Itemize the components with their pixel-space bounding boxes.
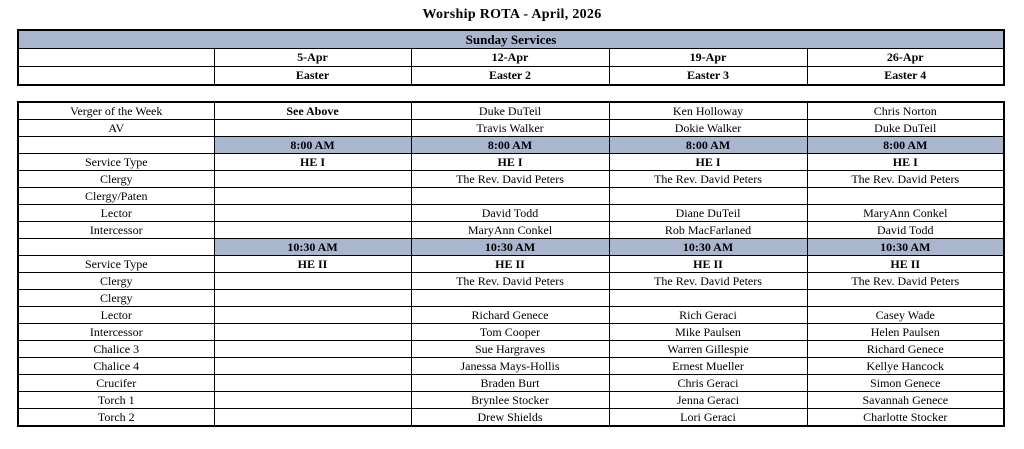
roster-row xyxy=(18,102,1004,120)
roster-cell: The Rev. David Peters xyxy=(411,171,609,188)
row-label xyxy=(18,239,214,256)
roster-cell: Lori Geraci xyxy=(609,409,807,427)
roster-cell xyxy=(214,290,411,307)
roster-cell: David Todd xyxy=(807,222,1004,239)
roster-cell: Simon Genece xyxy=(807,375,1004,392)
roster-cell: Duke DuTeil xyxy=(807,120,1004,137)
roster-cell: Warren Gillespie xyxy=(609,341,807,358)
empty-cell xyxy=(18,49,214,67)
roster-cell: MaryAnn Conkel xyxy=(807,205,1004,222)
row-label: Chalice 3 xyxy=(18,341,214,358)
roster-cell: Helen Paulsen xyxy=(807,324,1004,341)
service-time-cell: 10:30 AM xyxy=(214,239,411,256)
row-label: Torch 2 xyxy=(18,409,214,427)
roster-cell: The Rev. David Peters xyxy=(807,171,1004,188)
row-label: Service Type xyxy=(18,154,214,171)
roster-cell xyxy=(214,375,411,392)
service-time-cell: 10:30 AM xyxy=(807,239,1004,256)
roster-cell: HE I xyxy=(807,154,1004,171)
date-cell: 12-Apr xyxy=(411,49,609,67)
roster-cell: Jenna Geraci xyxy=(609,392,807,409)
roster-cell: Kellye Hancock xyxy=(807,358,1004,375)
row-label: Clergy/Paten xyxy=(18,188,214,205)
date-cell: 19-Apr xyxy=(609,49,807,67)
row-label: Chalice 4 xyxy=(18,358,214,375)
roster-row xyxy=(18,273,1004,290)
roster-cell: HE I xyxy=(214,154,411,171)
roster-cell: Casey Wade xyxy=(807,307,1004,324)
feast-row xyxy=(18,67,1004,86)
roster-row xyxy=(18,188,1004,205)
row-label: Clergy xyxy=(18,273,214,290)
service-time-cell: 10:30 AM xyxy=(609,239,807,256)
roster-cell: MaryAnn Conkel xyxy=(411,222,609,239)
header-table xyxy=(17,29,1005,86)
roster-cell: Tom Cooper xyxy=(411,324,609,341)
roster-cell xyxy=(807,290,1004,307)
roster-cell: Janessa Mays-Hollis xyxy=(411,358,609,375)
roster-cell xyxy=(214,358,411,375)
roster-cell xyxy=(609,290,807,307)
sunday-services-row xyxy=(18,30,1004,49)
section-heading: Sunday Services xyxy=(18,30,1004,49)
roster-cell xyxy=(214,273,411,290)
roster-cell: The Rev. David Peters xyxy=(807,273,1004,290)
roster-cell xyxy=(214,120,411,137)
roster-cell: Chris Geraci xyxy=(609,375,807,392)
roster-cell: Dokie Walker xyxy=(609,120,807,137)
roster-cell: Duke DuTeil xyxy=(411,102,609,120)
time-1030am-row xyxy=(18,239,1004,256)
roster-cell: Savannah Genece xyxy=(807,392,1004,409)
roster-cell: Chris Norton xyxy=(807,102,1004,120)
date-cell: 26-Apr xyxy=(807,49,1004,67)
row-label: Intercessor xyxy=(18,324,214,341)
roster-cell xyxy=(214,341,411,358)
roster-cell: Ernest Mueller xyxy=(609,358,807,375)
roster-cell: Rich Geraci xyxy=(609,307,807,324)
roster-cell: Diane DuTeil xyxy=(609,205,807,222)
roster-cell: Richard Genece xyxy=(411,307,609,324)
roster-table xyxy=(17,101,1005,427)
feast-cell: Easter 2 xyxy=(411,67,609,86)
roster-cell xyxy=(214,188,411,205)
roster-cell xyxy=(411,290,609,307)
service-time-cell: 8:00 AM xyxy=(807,137,1004,154)
row-label: Clergy xyxy=(18,290,214,307)
roster-cell: Ken Holloway xyxy=(609,102,807,120)
roster-row xyxy=(18,256,1004,273)
roster-cell: HE I xyxy=(609,154,807,171)
row-label: Torch 1 xyxy=(18,392,214,409)
roster-cell: Brynlee Stocker xyxy=(411,392,609,409)
roster-cell: HE II xyxy=(411,256,609,273)
row-label: Clergy xyxy=(18,171,214,188)
row-label: Crucifer xyxy=(18,375,214,392)
feast-cell: Easter xyxy=(214,67,411,86)
row-label: Verger of the Week xyxy=(18,102,214,120)
roster-cell xyxy=(411,188,609,205)
feast-cell: Easter 3 xyxy=(609,67,807,86)
roster-cell xyxy=(214,307,411,324)
roster-row xyxy=(18,154,1004,171)
roster-row xyxy=(18,205,1004,222)
roster-cell: Charlotte Stocker xyxy=(807,409,1004,427)
roster-cell: HE II xyxy=(214,256,411,273)
roster-cell: Richard Genece xyxy=(807,341,1004,358)
row-label: Lector xyxy=(18,205,214,222)
roster-cell: Travis Walker xyxy=(411,120,609,137)
roster-cell: Rob MacFarlaned xyxy=(609,222,807,239)
page-title: Worship ROTA - April, 2026 xyxy=(422,7,602,22)
date-cell: 5-Apr xyxy=(214,49,411,67)
roster-row xyxy=(18,341,1004,358)
roster-cell xyxy=(807,188,1004,205)
roster-cell: Braden Burt xyxy=(411,375,609,392)
roster-cell: The Rev. David Peters xyxy=(609,273,807,290)
roster-row xyxy=(18,171,1004,188)
date-row xyxy=(18,49,1004,67)
roster-row xyxy=(18,375,1004,392)
time-8am-row xyxy=(18,137,1004,154)
roster-row xyxy=(18,120,1004,137)
roster-cell: Mike Paulsen xyxy=(609,324,807,341)
roster-cell: Sue Hargraves xyxy=(411,341,609,358)
row-label: AV xyxy=(18,120,214,137)
row-label xyxy=(18,137,214,154)
roster-cell: HE II xyxy=(609,256,807,273)
roster-row xyxy=(18,358,1004,375)
feast-cell: Easter 4 xyxy=(807,67,1004,86)
row-label: Intercessor xyxy=(18,222,214,239)
roster-row xyxy=(18,290,1004,307)
empty-cell xyxy=(18,67,214,86)
row-label: Service Type xyxy=(18,256,214,273)
roster-cell xyxy=(609,188,807,205)
service-time-cell: 8:00 AM xyxy=(411,137,609,154)
roster-cell xyxy=(214,392,411,409)
service-time-cell: 8:00 AM xyxy=(609,137,807,154)
roster-cell: Drew Shields xyxy=(411,409,609,427)
roster-row xyxy=(18,392,1004,409)
roster-cell xyxy=(214,171,411,188)
roster-row xyxy=(18,222,1004,239)
roster-cell xyxy=(214,324,411,341)
row-label: Lector xyxy=(18,307,214,324)
roster-cell xyxy=(214,205,411,222)
roster-cell: The Rev. David Peters xyxy=(609,171,807,188)
roster-row xyxy=(18,324,1004,341)
roster-cell: David Todd xyxy=(411,205,609,222)
roster-row xyxy=(18,409,1004,427)
service-time-cell: 8:00 AM xyxy=(214,137,411,154)
roster-cell: See Above xyxy=(214,102,411,120)
roster-cell: HE II xyxy=(807,256,1004,273)
roster-cell xyxy=(214,409,411,427)
roster-row xyxy=(18,307,1004,324)
roster-cell: The Rev. David Peters xyxy=(411,273,609,290)
roster-cell xyxy=(214,222,411,239)
roster-cell: HE I xyxy=(411,154,609,171)
service-time-cell: 10:30 AM xyxy=(411,239,609,256)
